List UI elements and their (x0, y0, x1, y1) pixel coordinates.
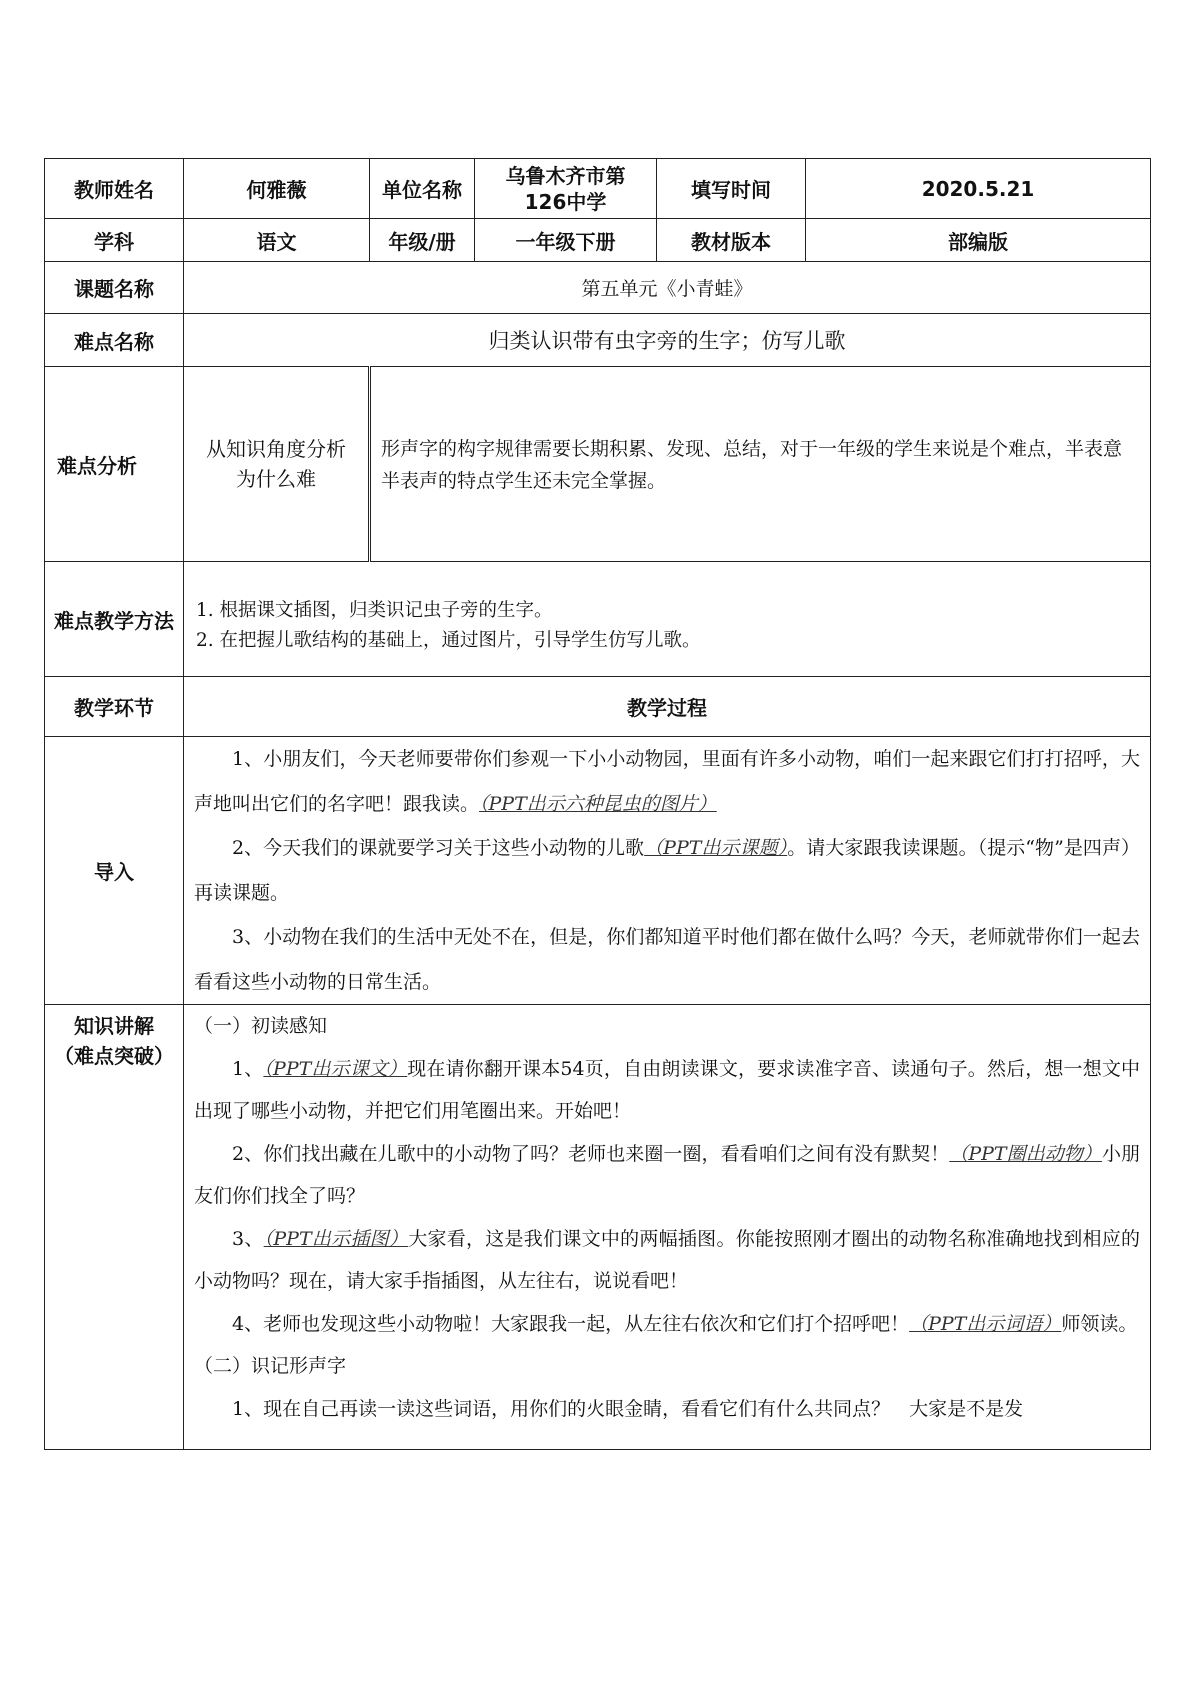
methods-label: 难点教学方法 (45, 562, 184, 677)
text-span: 2、你们找出藏在儿歌中的小动物了吗？老师也来圈一圈，看看咱们之间有没有默契！ (232, 1142, 950, 1165)
process-label: 教学过程 (184, 677, 1151, 737)
methods-list (184, 562, 1151, 677)
ppt-cue: （PPT出示六种昆虫的图片） (479, 792, 717, 815)
knowledge-paragraph (194, 1133, 1140, 1218)
analysis-text: 形声字的构字规律需要长期积累、发现、总结，对于一年级的学生来说是个难点，半表意半表声的特点学生还未完全掌握。 (370, 367, 1151, 562)
ppt-cue: （PPT圈出动物） (949, 1142, 1102, 1165)
knowledge-paragraph (194, 1048, 1140, 1133)
intro-paragraph (194, 826, 1140, 915)
section-heading: （一）初读感知 (194, 1015, 328, 1037)
lesson-plan-table (44, 158, 1151, 1450)
difficulty-value: 归类认识带有虫字旁的生字；仿写儿歌 (184, 314, 1151, 367)
knowledge-label-line: 知识讲解 (74, 1014, 154, 1038)
knowledge-paragraph (194, 1303, 1140, 1346)
section-heading: （二）识记形声字 (194, 1355, 347, 1377)
text-span: 师领读。 (1061, 1312, 1138, 1335)
fill-time-value: 2020.5.21 (806, 159, 1151, 219)
knowledge-label (45, 1005, 184, 1450)
edition-label: 教材版本 (657, 219, 806, 262)
intro-p3-text: 3、小动物在我们的生活中无处不在，但是，你们都知道平时他们都在做什么吗？今天，老师就带你们一起去看看这些小动物的日常生活。 (194, 926, 1140, 993)
methods-row (45, 562, 1151, 677)
text-span: 大家看，这是我们课文中的两幅插图。你能按照刚才圈出的动物名称准确地找到相应的小动物吗？现在，请大家手指插图，从左往右，说说看吧！ (194, 1227, 1140, 1292)
header-row-1 (45, 159, 1151, 219)
knowledge-row (45, 1005, 1151, 1450)
knowledge-paragraph (194, 1388, 1140, 1431)
intro-content (184, 737, 1151, 1005)
subject-value: 语文 (184, 219, 370, 262)
text-span: 4、老师也发现这些小动物啦！大家跟我一起，从左往右依次和它们打个招呼吧！ (232, 1312, 910, 1335)
difficulty-row (45, 314, 1151, 367)
ppt-cue: （PPT出示课文） (263, 1057, 408, 1080)
analysis-sub-label: 从知识角度分析为什么难 (184, 367, 370, 562)
knowledge-label-line: （难点突破） (54, 1044, 174, 1068)
text-span: 3、 (232, 1227, 264, 1250)
intro-label: 导入 (45, 737, 184, 1005)
method-item: 1. 根据课文插图，归类识记虫子旁的生字。 (196, 600, 553, 621)
subject-label: 学科 (45, 219, 184, 262)
header-row-2 (45, 219, 1151, 262)
unit-name-label: 单位名称 (370, 159, 475, 219)
text-span: 小朋友们你们找全了吗？ (194, 1142, 1140, 1207)
edition-value: 部编版 (806, 219, 1151, 262)
analysis-row (45, 367, 1151, 562)
method-item: 2. 在把握儿歌结构的基础上，通过图片，引导学生仿写儿歌。 (196, 630, 701, 651)
knowledge-content (184, 1005, 1151, 1450)
knowledge-paragraph (194, 1218, 1140, 1303)
process-header-row (45, 677, 1151, 737)
topic-value: 第五单元《小青蛙》 (184, 262, 1151, 314)
teacher-name-value: 何雅薇 (184, 159, 370, 219)
topic-label: 课题名称 (45, 262, 184, 314)
grade-label: 年级/册 (370, 219, 475, 262)
intro-paragraph (194, 737, 1140, 826)
teacher-name-label: 教师姓名 (45, 159, 184, 219)
text-span: 现在请你翻开课本54页，自由朗读课文，要求读准字音、读通句子。然后，想一想文中出现了哪些小动物，并把它们用笔圈出来。开始吧！ (194, 1057, 1141, 1122)
text-span: 1、 (232, 1057, 264, 1080)
lesson-plan-form (44, 158, 1150, 1450)
unit-name-value: 乌鲁木齐市第126中学 (475, 159, 657, 219)
fill-time-label: 填写时间 (657, 159, 806, 219)
ppt-cue: （PPT出示词语） (909, 1312, 1062, 1335)
intro-row (45, 737, 1151, 1005)
intro-p2-text: 2、今天我们的课就要学习关于这些小动物的儿歌 (232, 837, 645, 859)
stage-label: 教学环节 (45, 677, 184, 737)
grade-value: 一年级下册 (475, 219, 657, 262)
intro-p1-text: 1、小朋友们，今天老师要带你们参观一下小小动物园，里面有许多小动物，咱们一起来跟它们打打招呼，大声地叫出它们的名字吧！跟我读。 (194, 748, 1140, 815)
topic-row (45, 262, 1151, 314)
intro-p2-text: 。请大家跟我读课题。（提示“物”是四声）再读课题。 (194, 837, 1140, 904)
analysis-label: 难点分析 (45, 367, 184, 562)
ppt-cue: （PPT出示课题） (644, 837, 788, 859)
intro-paragraph (194, 915, 1140, 1004)
text-span: 1、现在自己再读一读这些词语，用你们的火眼金睛，看看它们有什么共同点？ 大家是不是发 (232, 1397, 1024, 1420)
difficulty-label: 难点名称 (45, 314, 184, 367)
ppt-cue: （PPT出示插图） (263, 1227, 409, 1250)
